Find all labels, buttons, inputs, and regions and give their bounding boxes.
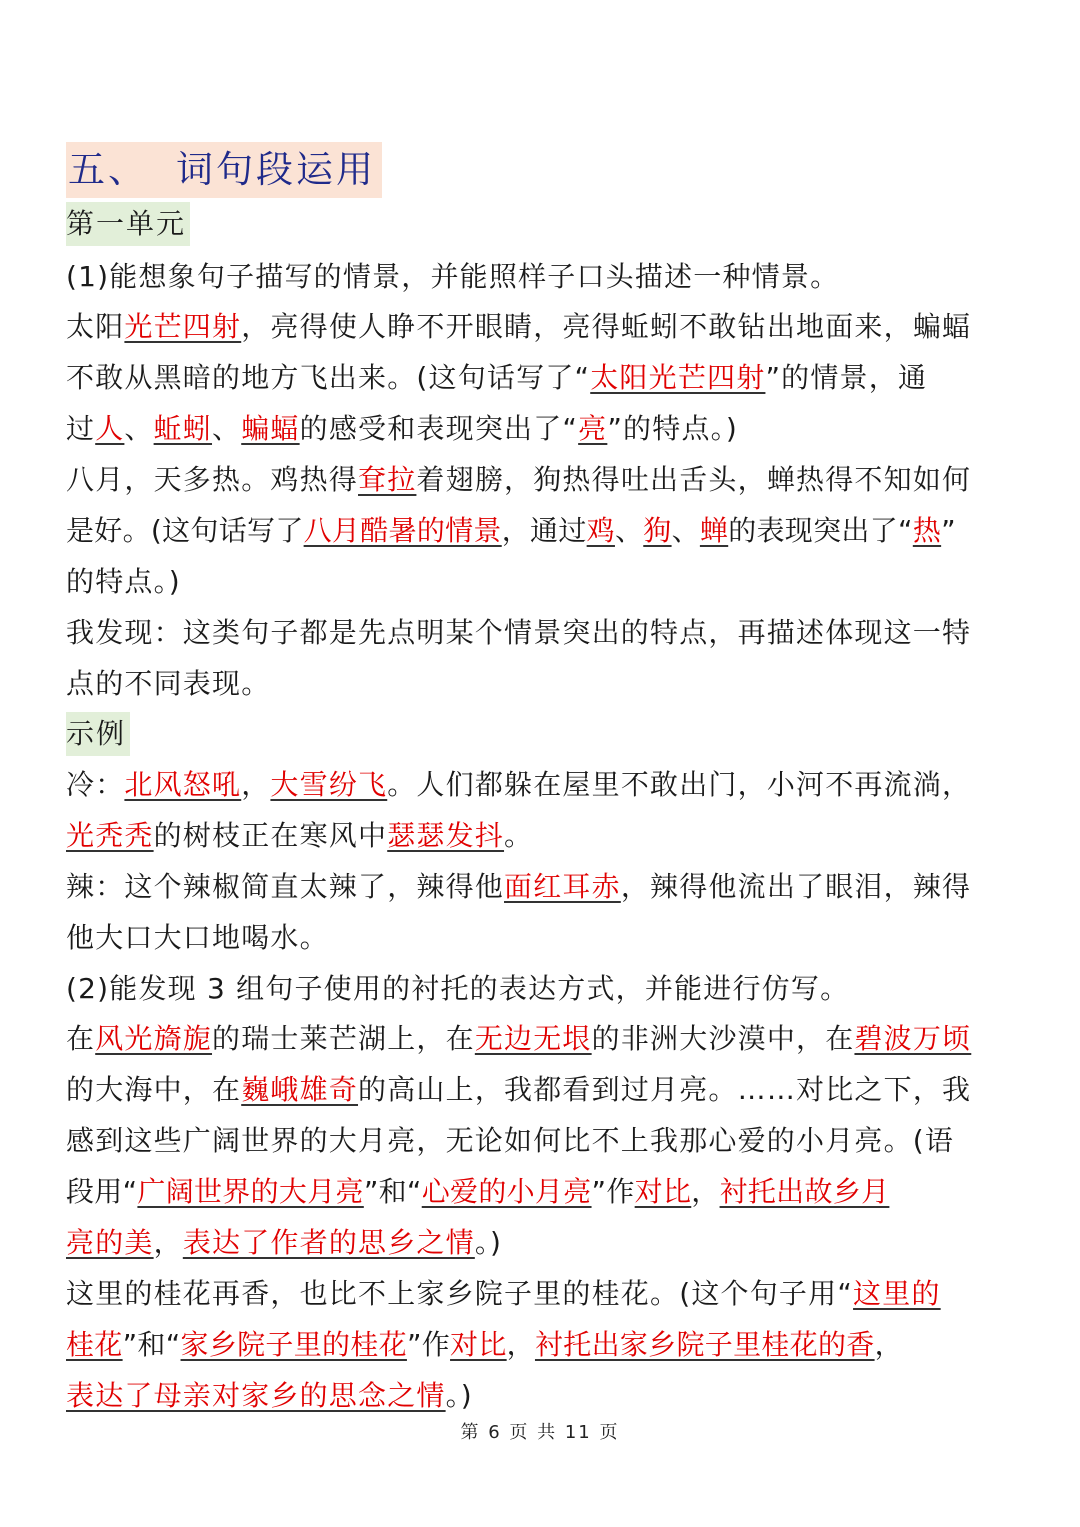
text-line (66, 455, 1014, 505)
text-segment: 着翅膀，狗热得吐出舌头，蝉热得不知如何 (416, 463, 972, 496)
text-segment: (1)能想象句子描写的情景，并能照样子口头描述一种情景。 (66, 260, 840, 293)
highlighted-answer: 家乡院子里的桂花 (180, 1328, 407, 1361)
highlighted-answer: 大雪纷飞 (270, 768, 388, 801)
text-line (66, 302, 1014, 352)
text-line (66, 1014, 1014, 1064)
text-segment: 过 (66, 412, 96, 445)
highlighted-answer: 亮的美 (66, 1226, 154, 1259)
text-line (66, 1116, 1014, 1166)
text-segment: 、 (212, 412, 242, 445)
text-line (66, 1320, 1014, 1370)
text-segment: 。人们都躲在屋里不敢出门，小河不再流淌， (387, 768, 972, 801)
text-segment: 不敢从黑暗的地方飞出来。(这句话写了“ (66, 361, 591, 394)
text-segment: 段用“ (66, 1175, 138, 1208)
text-segment: 的特点。) (66, 565, 181, 598)
highlighted-answer: 这里的 (853, 1277, 941, 1310)
text-segment: ”和“ (363, 1175, 422, 1208)
highlighted-answer: 光秃秃 (66, 819, 154, 852)
text-segment: 这里的桂花再香，也比不上家乡院子里的桂花。(这个句子用“ (66, 1277, 854, 1310)
text-segment: 的树枝正在寒风中 (153, 819, 388, 852)
text-segment: 感到这些广阔世界的大月亮，无论如何比不上我那心爱的小月亮。(语 (66, 1124, 955, 1157)
highlighted-answer: 巍峨雄奇 (241, 1073, 359, 1106)
highlighted-answer: 对比 (634, 1175, 692, 1208)
text-segment: ”和“ (122, 1328, 181, 1361)
text-line (66, 1167, 1014, 1217)
text-segment: (2)能发现 3 组句子使用的衬托的表达方式，并能进行仿写。 (66, 972, 850, 1005)
highlighted-answer: 太阳光芒四射 (590, 361, 766, 394)
text-segment: ”的特点。) (607, 412, 738, 445)
text-segment: ， (874, 1328, 903, 1361)
text-line (66, 811, 1014, 861)
text-line (66, 1371, 1014, 1421)
example-tag: 示例 (66, 712, 130, 756)
highlighted-answer: 人 (95, 412, 125, 445)
text-segment: ， (506, 1328, 535, 1361)
text-line (66, 1218, 1014, 1268)
text-line (66, 608, 1014, 658)
section-title-text: 词句段运用 (176, 148, 376, 191)
text-segment: 的表现突出了“ (728, 514, 913, 547)
text-segment: 太阳 (66, 310, 125, 343)
highlighted-answer: 无边无垠 (474, 1022, 592, 1055)
section-number: 五、 (68, 148, 148, 191)
highlighted-answer: 鸡 (586, 514, 615, 547)
text-segment: ”作 (406, 1328, 451, 1361)
text-segment: 的高山上，我都看到过月亮。……对比之下，我 (358, 1073, 972, 1106)
page-footer: 第 6 页 共 11 页 (460, 1422, 620, 1443)
highlighted-answer: 耷拉 (358, 463, 417, 496)
unit-tag: 第一单元 (66, 202, 190, 246)
text-line (66, 964, 1014, 1014)
text-segment: ， (691, 1175, 720, 1208)
text-line (66, 252, 1014, 302)
highlighted-answer: 北风怒吼 (124, 768, 242, 801)
text-segment: 。 (504, 819, 534, 852)
text-line (66, 862, 1014, 912)
highlighted-answer: 八月酷暑的情景 (303, 514, 502, 547)
highlighted-answer: 桂花 (66, 1328, 123, 1361)
text-segment: 我发现：这类句子都是先点明某个情景突出的特点，再描述体现这一特 (66, 616, 972, 649)
text-segment: ，亮得使人睁不开眼睛，亮得蚯蚓不敢钻出地面来，蝙蝠 (241, 310, 972, 343)
highlighted-answer: 心爱的小月亮 (421, 1175, 592, 1208)
highlighted-answer: 衬托出故乡月 (719, 1175, 890, 1208)
text-line (66, 557, 1014, 607)
text-segment: 的感受和表现突出了“ (299, 412, 579, 445)
text-segment: 他大口大口地喝水。 (66, 921, 329, 954)
text-segment: ” (941, 514, 956, 547)
highlighted-answer: 狗 (643, 514, 672, 547)
text-segment: ，辣得他流出了眼泪，辣得 (620, 870, 972, 903)
highlighted-answer: 面红耳赤 (504, 870, 621, 903)
text-line (66, 506, 1014, 556)
text-line (66, 913, 1014, 963)
highlighted-answer: 风光旖旎 (95, 1022, 213, 1055)
highlighted-answer: 广阔世界的大月亮 (137, 1175, 364, 1208)
highlighted-answer: 蝙蝠 (241, 412, 300, 445)
text-segment: 、 (124, 412, 154, 445)
text-segment: 的瑞士莱芒湖上，在 (212, 1022, 475, 1055)
highlighted-answer: 表达了作者的思乡之情 (182, 1226, 475, 1259)
text-line (66, 760, 1014, 810)
highlighted-answer: 碧波万顷 (854, 1022, 972, 1055)
highlighted-answer: 蚯蚓 (153, 412, 213, 445)
highlighted-answer: 光芒四射 (124, 310, 242, 343)
text-segment: 点的不同表现。 (66, 667, 271, 700)
text-segment: ， (241, 768, 271, 801)
text-segment (66, 302, 971, 352)
text-segment: 。) (445, 1379, 473, 1412)
text-line (66, 1269, 1014, 1319)
text-segment: 辣：这个辣椒简直太辣了，辣得他 (66, 870, 505, 903)
highlighted-answer: 蝉 (699, 514, 729, 547)
text-segment: ”作 (591, 1175, 635, 1208)
text-line (66, 1065, 1014, 1115)
highlighted-answer: 表达了母亲对家乡的思念之情 (66, 1379, 446, 1412)
highlighted-answer: 瑟瑟发抖 (387, 819, 505, 852)
highlighted-answer: 对比 (450, 1328, 507, 1361)
text-segment: 八月，天多热。鸡热得 (66, 463, 359, 496)
text-segment: 的大海中，在 (66, 1073, 242, 1106)
text-segment: 在 (66, 1022, 96, 1055)
text-segment: ， (153, 1226, 183, 1259)
text-segment: 是好。(这句话写了 (66, 514, 304, 547)
text-segment: 的非洲大沙漠中，在 (591, 1022, 855, 1055)
text-segment: 、 (614, 514, 644, 547)
text-segment: 冷： (66, 768, 125, 801)
highlighted-answer: 亮 (578, 412, 608, 445)
section-title (66, 142, 382, 198)
highlighted-answer: 衬托出家乡院子里桂花的香 (534, 1328, 875, 1361)
text-segment: 。) (474, 1226, 503, 1259)
text-segment: 、 (671, 514, 700, 547)
text-segment: ，通过 (501, 514, 587, 547)
text-segment: ”的情景，通 (765, 361, 928, 394)
text-line (66, 659, 1014, 709)
text-line (66, 353, 1014, 403)
text-line (66, 404, 1014, 454)
highlighted-answer: 热 (912, 514, 942, 547)
